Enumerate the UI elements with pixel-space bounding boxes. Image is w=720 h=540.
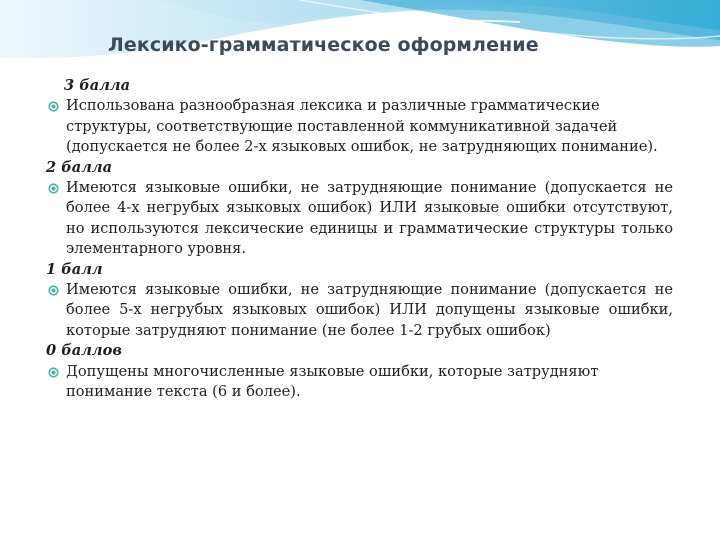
list-item-text: Имеются языковые ошибки, не затрудняющие понимание (допускается не более 4-х негрубых языковых ошибок) ИЛИ языковые ошибки отсутствуют, но используются лексические единицы и грамматические структуры только элементарного уровня. [66,179,673,258]
criteria-list [46,76,673,403]
score-heading-2: 2 балла [46,158,113,176]
list-item [46,362,673,403]
bullet-icon [48,183,59,194]
bullet-icon [48,367,59,378]
list-item-text: Имеются языковые ошибки, не затрудняющие понимание (допускается не более 5-х негрубых языковых ошибок) ИЛИ допущены языковые ошибки, которые затрудняют понимание (не более 1-2 грубых ошибок) [66,281,673,339]
list-item-text: Использована разнообразная лексика и различные грамматические структуры, соответствующие поставленной коммуникативной задачей (допускается не более 2-х языковых ошибок, не затрудняющих понимание). [66,97,658,156]
list-item [46,178,673,260]
list-item [46,96,673,157]
score-heading-1: 1 балл [46,260,103,278]
bullet-icon [48,285,59,296]
list-item [46,280,673,341]
list-item-text: Допущены многочисленные языковые ошибки, которые затрудняют понимание текста (6 и более). [66,362,599,401]
score-heading-0: 0 баллов [46,342,122,360]
bullet-icon [48,101,59,112]
score-heading-3: 3 балла [64,77,131,94]
slide-title: Лексико-грамматическое оформление [108,34,539,56]
